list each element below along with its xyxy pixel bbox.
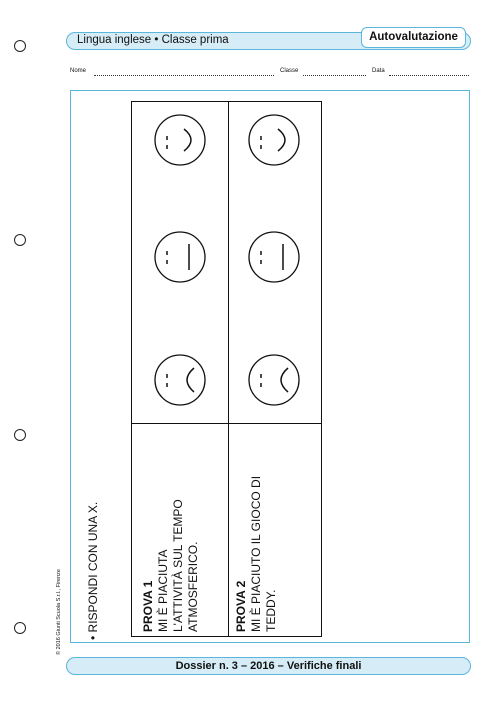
prova-1-title: PROVA 1	[141, 580, 155, 632]
neutral-face-icon[interactable]	[246, 229, 302, 285]
binder-hole	[14, 429, 26, 441]
name-label: Nome	[70, 68, 87, 74]
binder-hole	[14, 622, 26, 634]
prova-1-line: MI È PIACIUTA	[156, 549, 170, 632]
student-fields	[70, 68, 470, 80]
prova-1-line: ATMOSFERICO.	[186, 541, 200, 632]
class-field[interactable]	[303, 75, 366, 76]
date-label: Data	[372, 68, 385, 74]
prova-1-line: L'ATTIVITÀ SUL TEMPO	[171, 499, 185, 632]
sad-face-icon[interactable]	[152, 352, 208, 408]
binder-hole	[14, 40, 26, 52]
happy-face-icon[interactable]	[246, 112, 302, 168]
neutral-face-icon[interactable]	[152, 229, 208, 285]
happy-face-icon[interactable]	[152, 112, 208, 168]
footer-bar: Dossier n. 3 – 2016 – Verifiche finali	[66, 657, 471, 675]
header-tab: Autovalutazione	[361, 27, 466, 48]
sad-face-icon[interactable]	[246, 352, 302, 408]
header-bar	[66, 32, 471, 50]
class-label: Classe	[280, 68, 299, 74]
prova-1-text	[141, 499, 201, 632]
date-field[interactable]	[389, 75, 469, 76]
column-divider	[228, 102, 229, 636]
prova-2-title: PROVA 2	[234, 580, 248, 632]
row-divider	[132, 423, 321, 424]
prova-2-text	[234, 476, 279, 632]
assessment-table	[131, 101, 322, 637]
copyright-text: © 2016 Giunti Scuola S.r.l., Firenze	[56, 569, 62, 655]
header-title: Lingua inglese • Classe prima	[77, 34, 229, 46]
prova-2-line: TEDDY.	[264, 589, 278, 632]
instruction-text: • RISPONDI CON UNA X.	[86, 501, 100, 640]
prova-2-line: MI È PIACIUTO IL GIOCO DI	[249, 475, 263, 632]
binder-hole	[14, 234, 26, 246]
name-field[interactable]	[94, 75, 274, 76]
